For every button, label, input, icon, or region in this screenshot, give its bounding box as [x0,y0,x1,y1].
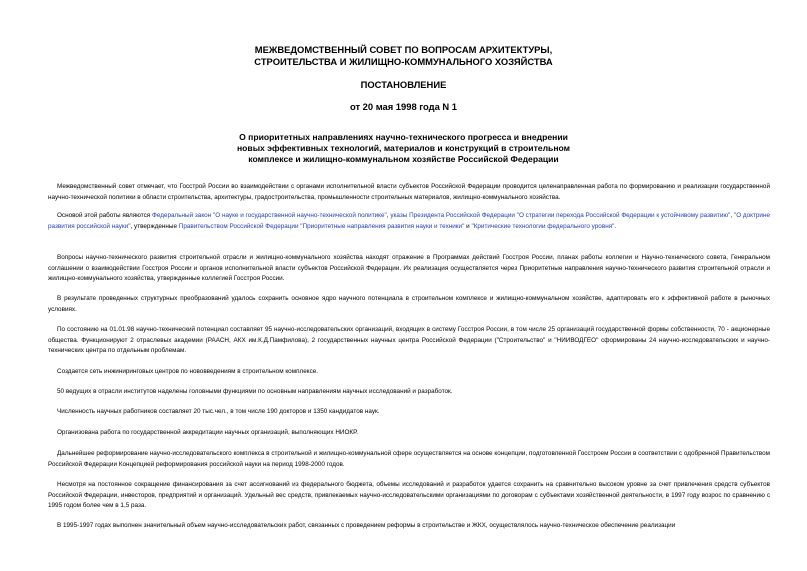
paragraph-2-text: . [614,222,617,230]
paragraph-11: Несмотря на постоянное сокращение финансирования за счет ассигнований из федерального бюджета, объемы исследований и разработок удается сохранить на сравнительно высоком уровне за счет привлечения средств субъектов Российской Федерации, инвесторов, предприятий и организаций. Удельный вес средств, привлекаемых научно-исследовательскими организациями по договорам с субъектами хозяйственной деятельности, в 1997 году возрос по сравнению с 1995 годом более чем в 1,5 раза. [48,481,770,509]
paragraph-4: В результате проведенных структурных преобразований удалось сохранить основное ядро научного потенциала в строительном комплексе и жилищно-коммунальном хозяйстве, адаптировать его к эффективной работе в рыночных условиях. [48,295,770,313]
paragraph-7: 50 ведущих в отрасли институтов наделены головными функциями по основным направлениям научных исследований и разработок. [57,388,453,395]
paragraph-5: По состоянию на 01.01.98 научно-технический потенциал составляет 95 научно-исследовательских организаций, входящих в систему Госстроя России, в том числе 25 организаций государственной формы собственности, 70 - акционерные общества. Функционируют 2 отраслевых академии (РААСН, АКХ им.К.Д.Памфилова), 2 государственных научных центра Российской Федерации ("Строительство" и "НИИВОДГЕО" сформированы 24 научно-исследовательских и научно-технических центра по отдельным проблемам. [48,326,770,354]
paragraph-3: Вопросы научно-технического развития строительной отрасли и жилищно-коммунального хозяйства находят отражение в Программах действий Госстроя России, планах работы коллегии и Научно-технического совета, Генеральном соглашении о взаимодействии Госстроя России и органов исполнительной власти субъектов Российской Федерации. Их реализация осуществляется через Приоритетные направления научно-технического развития строительной отрасли и жилищно-коммунального хозяйства, утвержденные коллегией Госстроя России. [48,254,770,282]
paragraph-1: Межведомственный совет отмечает, что Госстрой России во взаимодействии с органами исполнительной власти субъектов Российской Федерации проводится целенаправленная работа по формированию и реализации государственной научно-технической политики в области строительства, архитектуры, градостроительства, промышленности строительных материалов, жилищно-коммунального хозяйства. [48,183,770,201]
paragraph-9: Организована работа по государственной аккредитации научных организаций, выполняющих НИОКР. [57,429,358,436]
paragraph-6: Создается сеть инжиниринговых центров по нововведениям в строительном комплексе. [57,368,319,375]
paragraph-2-text: Основой этой работы являются [57,212,153,219]
subject-line1: О приоритетных направлениях научно-технического прогресса и внедрении [239,132,568,142]
paragraph-12: В 1995-1997 годах выполнен значительный объем научно-исследовательских работ, связанных с проведением реформы в строительстве и ЖКХ, осуществлялось научно-техническое обеспечение реализации [57,522,676,529]
paragraph-2-text: , [386,212,391,219]
subject-line3: комплексе и жилищно-коммунальном хозяйстве Российской Федерации [248,154,559,164]
paragraph-8: Численность научных работников составляет 20 тыс.чел., в том числе 190 докторов и 1350 кандидатов наук. [57,408,380,415]
paragraph-10: Дальнейшее реформирование научно-исследовательского комплекса в строительной и жилищно-коммунальной сфере осуществляется на основе концепции, подготовленной Госстроем России в соответствии с одобренной Правительством Российской Федерации Концепцией реформирования российской науки на период 1998-2000 годов. [48,450,770,468]
council-title-line2: СТРОИТЕЛЬСТВА И ЖИЛИЩНО-КОММУНАЛЬНОГО ХОЗЯЙСТВА [254,56,553,67]
link-president-decree-sustainable[interactable]: указы Президента Российской Федерации "О стратегии перехода Российской Федерации к устойчивому развитию" [390,212,731,219]
link-science-doctrine[interactable]: "О доктрине развития российской науки" [48,212,770,230]
link-critical-technologies[interactable]: "Критические технологии федерального уровня" [471,222,615,230]
link-government-priorities[interactable]: Правительством Российской Федерации "Приоритетные направления развития науки и техники" [178,222,465,230]
paragraph-2-text: , [730,212,734,219]
paragraph-2 [48,211,770,232]
document-type: ПОСТАНОВЛЕНИЕ [360,79,447,90]
paragraph-2-text: и [464,222,472,230]
council-title-line1: МЕЖВЕДОМСТВЕННЫЙ СОВЕТ ПО ВОПРОСАМ АРХИТЕКТУРЫ, [254,44,553,55]
paragraph-2-text: , утвержденные [130,222,179,230]
link-federal-law-science[interactable]: Федеральный закон "О науке и государственной научно-технической политике" [152,212,387,219]
document-date: от 20 мая 1998 года N 1 [349,101,458,112]
subject-line2: новых эффективных технологий, материалов и конструкций в строительном [236,143,571,153]
